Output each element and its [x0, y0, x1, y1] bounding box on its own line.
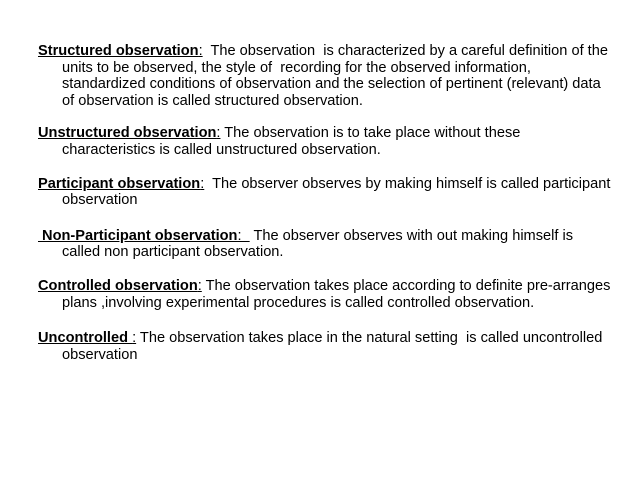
definition-text: The observer observes by making himself is called participant observation	[62, 175, 615, 209]
definition-structured-observation	[38, 43, 613, 109]
definition-text: The observation is characterized by a careful definition of the units to be observed, the style of recording for the observed information, standardized conditions of observation and the selection of pertinent (relevant) data of observation is called structured observation.	[62, 43, 613, 109]
definition-controlled-observation	[38, 278, 613, 311]
slide-content	[38, 43, 613, 363]
term-label: Uncontrolled	[38, 330, 133, 347]
definition-non-participant-observation	[38, 228, 613, 261]
term-label: Participant observation	[38, 175, 201, 192]
definition-text: The observation takes place according to definite pre-arranges plans ,involving experimental procedures is called controlled observation.	[62, 277, 615, 311]
term-label: Non-Participant observation	[38, 227, 238, 244]
term-separator: :	[200, 175, 205, 192]
definition-text: The observation is to take place without these characteristics is called unstructured observation.	[62, 125, 525, 158]
definition-uncontrolled-observation	[38, 330, 613, 363]
definition-text: The observation takes place in the natural setting is called uncontrolled observation	[62, 330, 607, 363]
definition-participant-observation	[38, 176, 613, 209]
term-label: Structured observation	[38, 43, 199, 59]
term-separator: :	[132, 330, 137, 347]
term-separator: :	[198, 43, 203, 59]
term-separator: :	[197, 277, 202, 294]
definition-text: The observer observes with out making himself is called non participant observation.	[62, 227, 578, 261]
term-separator: :	[216, 125, 221, 142]
term-label: Unstructured observation	[38, 125, 217, 142]
term-label: Controlled observation	[38, 277, 198, 294]
term-separator: :	[237, 227, 250, 244]
definition-unstructured-observation	[38, 125, 613, 158]
